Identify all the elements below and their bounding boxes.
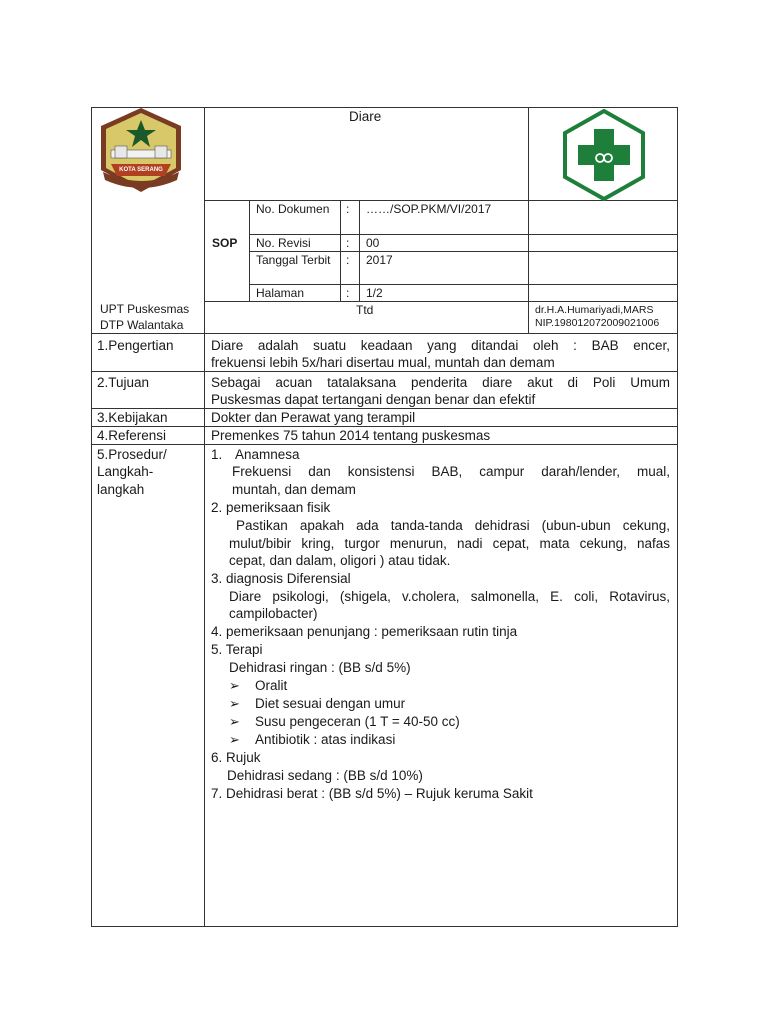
row-label-pengertian: 1.Pengertian — [97, 338, 174, 353]
step-title: 4. pemeriksaan penunjang : pemeriksaan rutin tinja — [211, 624, 518, 639]
tujuan-line: Sebagai acuan tatalaksana penderita diare akut di Poli Umum — [211, 375, 670, 390]
step-subtitle: Dehidrasi sedang : (BB s/d 10%) — [227, 768, 423, 783]
divider — [91, 371, 678, 372]
divider — [249, 284, 678, 285]
divider — [249, 251, 678, 252]
bullet-item: Antibiotik : atas indikasi — [255, 732, 396, 747]
divider — [91, 333, 678, 334]
meta-label-halaman: Halaman — [256, 286, 305, 300]
bullet-item: Oralit — [255, 678, 288, 693]
meta-colon: : — [346, 236, 350, 250]
arrow-bullet-icon: ➢ — [229, 714, 240, 729]
unit-location: DTP Walantaka — [100, 318, 184, 332]
signer-nip: NIP.198012072009021006 — [535, 317, 660, 329]
divider — [204, 107, 205, 927]
divider — [249, 234, 678, 235]
step-title: 6. Rujuk — [211, 750, 261, 765]
step-title: Anamnesa — [235, 447, 300, 462]
step-line: Pastikan apakah ada tanda-tanda dehidrasi (ubun-ubun cekung, — [236, 518, 670, 533]
row-label-referensi: 4.Referensi — [97, 428, 167, 443]
meta-value-dokumen: ……/SOP.PKM/VI/2017 — [366, 202, 492, 216]
meta-label-tanggal: Tanggal Terbit — [256, 253, 331, 267]
logo-caption: KOTA SERANG — [119, 167, 163, 173]
meta-colon: : — [346, 202, 350, 216]
meta-value-tanggal: 2017 — [366, 253, 393, 267]
pengertian-line: Diare adalah suatu keadaan yang ditandai oleh : BAB encer, — [211, 338, 670, 353]
signer-name: dr.H.A.Humariyadi,MARS — [535, 304, 654, 316]
row-label-prosedur: langkah — [97, 482, 145, 497]
step-line: muntah, dan demam — [232, 482, 356, 497]
step-title: 2. pemeriksaan fisik — [211, 500, 331, 515]
signature-label: Ttd — [356, 303, 374, 317]
step-line: cepat, dan dalam, oligori ) atau tidak. — [229, 553, 451, 568]
health-ministry-logo — [563, 109, 645, 201]
step-line: Frekuensi dan konsistensi BAB, campur darah/lender, mual, — [232, 464, 670, 479]
step-line: mulut/bibir kring, turgor menurun, nadi cepat, mata cekung, nafas — [229, 536, 670, 551]
page-title: Diare — [349, 109, 382, 124]
bullet-item: Susu pengeceran (1 T = 40-50 cc) — [255, 714, 460, 729]
bullet-item: Diet sesuai dengan umur — [255, 696, 406, 711]
step-title: 3. diagnosis Diferensial — [211, 571, 351, 586]
step-title: 7. Dehidrasi berat : (BB s/d 5%) – Rujuk keruma Sakit — [211, 786, 533, 801]
arrow-bullet-icon: ➢ — [229, 696, 240, 711]
divider — [91, 444, 678, 445]
referensi-text: Premenkes 75 tahun 2014 tentang puskesmas — [211, 428, 491, 443]
meta-label-revisi: No. Revisi — [256, 236, 311, 250]
row-label-prosedur: Langkah- — [97, 464, 154, 479]
divider — [204, 301, 678, 302]
unit-name: UPT Puskesmas — [100, 302, 190, 316]
kota-serang-logo — [97, 106, 185, 194]
step-number: 1. — [211, 447, 223, 462]
sop-label: SOP — [212, 236, 238, 250]
row-label-prosedur: 5.Prosedur/ — [97, 447, 167, 462]
meta-colon: : — [346, 253, 350, 267]
meta-value-halaman: 1/2 — [366, 286, 383, 300]
meta-label-dokumen: No. Dokumen — [256, 202, 330, 216]
row-label-kebijakan: 3.Kebijakan — [97, 410, 168, 425]
step-title: 5. Terapi — [211, 642, 263, 657]
step-line: Diare psikologi, (shigela, v.cholera, salmonella, E. coli, Rotavirus, — [229, 589, 670, 604]
step-line: campilobacter) — [229, 606, 318, 621]
meta-colon: : — [346, 286, 350, 300]
kebijakan-text: Dokter dan Perawat yang terampil — [211, 410, 416, 425]
row-label-tujuan: 2.Tujuan — [97, 375, 150, 390]
tujuan-line: Puskesmas dapat tertangani dengan benar dan efektif — [211, 392, 536, 407]
arrow-bullet-icon: ➢ — [229, 732, 240, 747]
meta-value-revisi: 00 — [366, 236, 380, 250]
divider — [528, 107, 529, 333]
step-subtitle: Dehidrasi ringan : (BB s/d 5%) — [229, 660, 411, 675]
arrow-bullet-icon: ➢ — [229, 678, 240, 693]
pengertian-line: frekuensi lebih 5x/hari disertau mual, muntah dan demam — [211, 355, 555, 370]
